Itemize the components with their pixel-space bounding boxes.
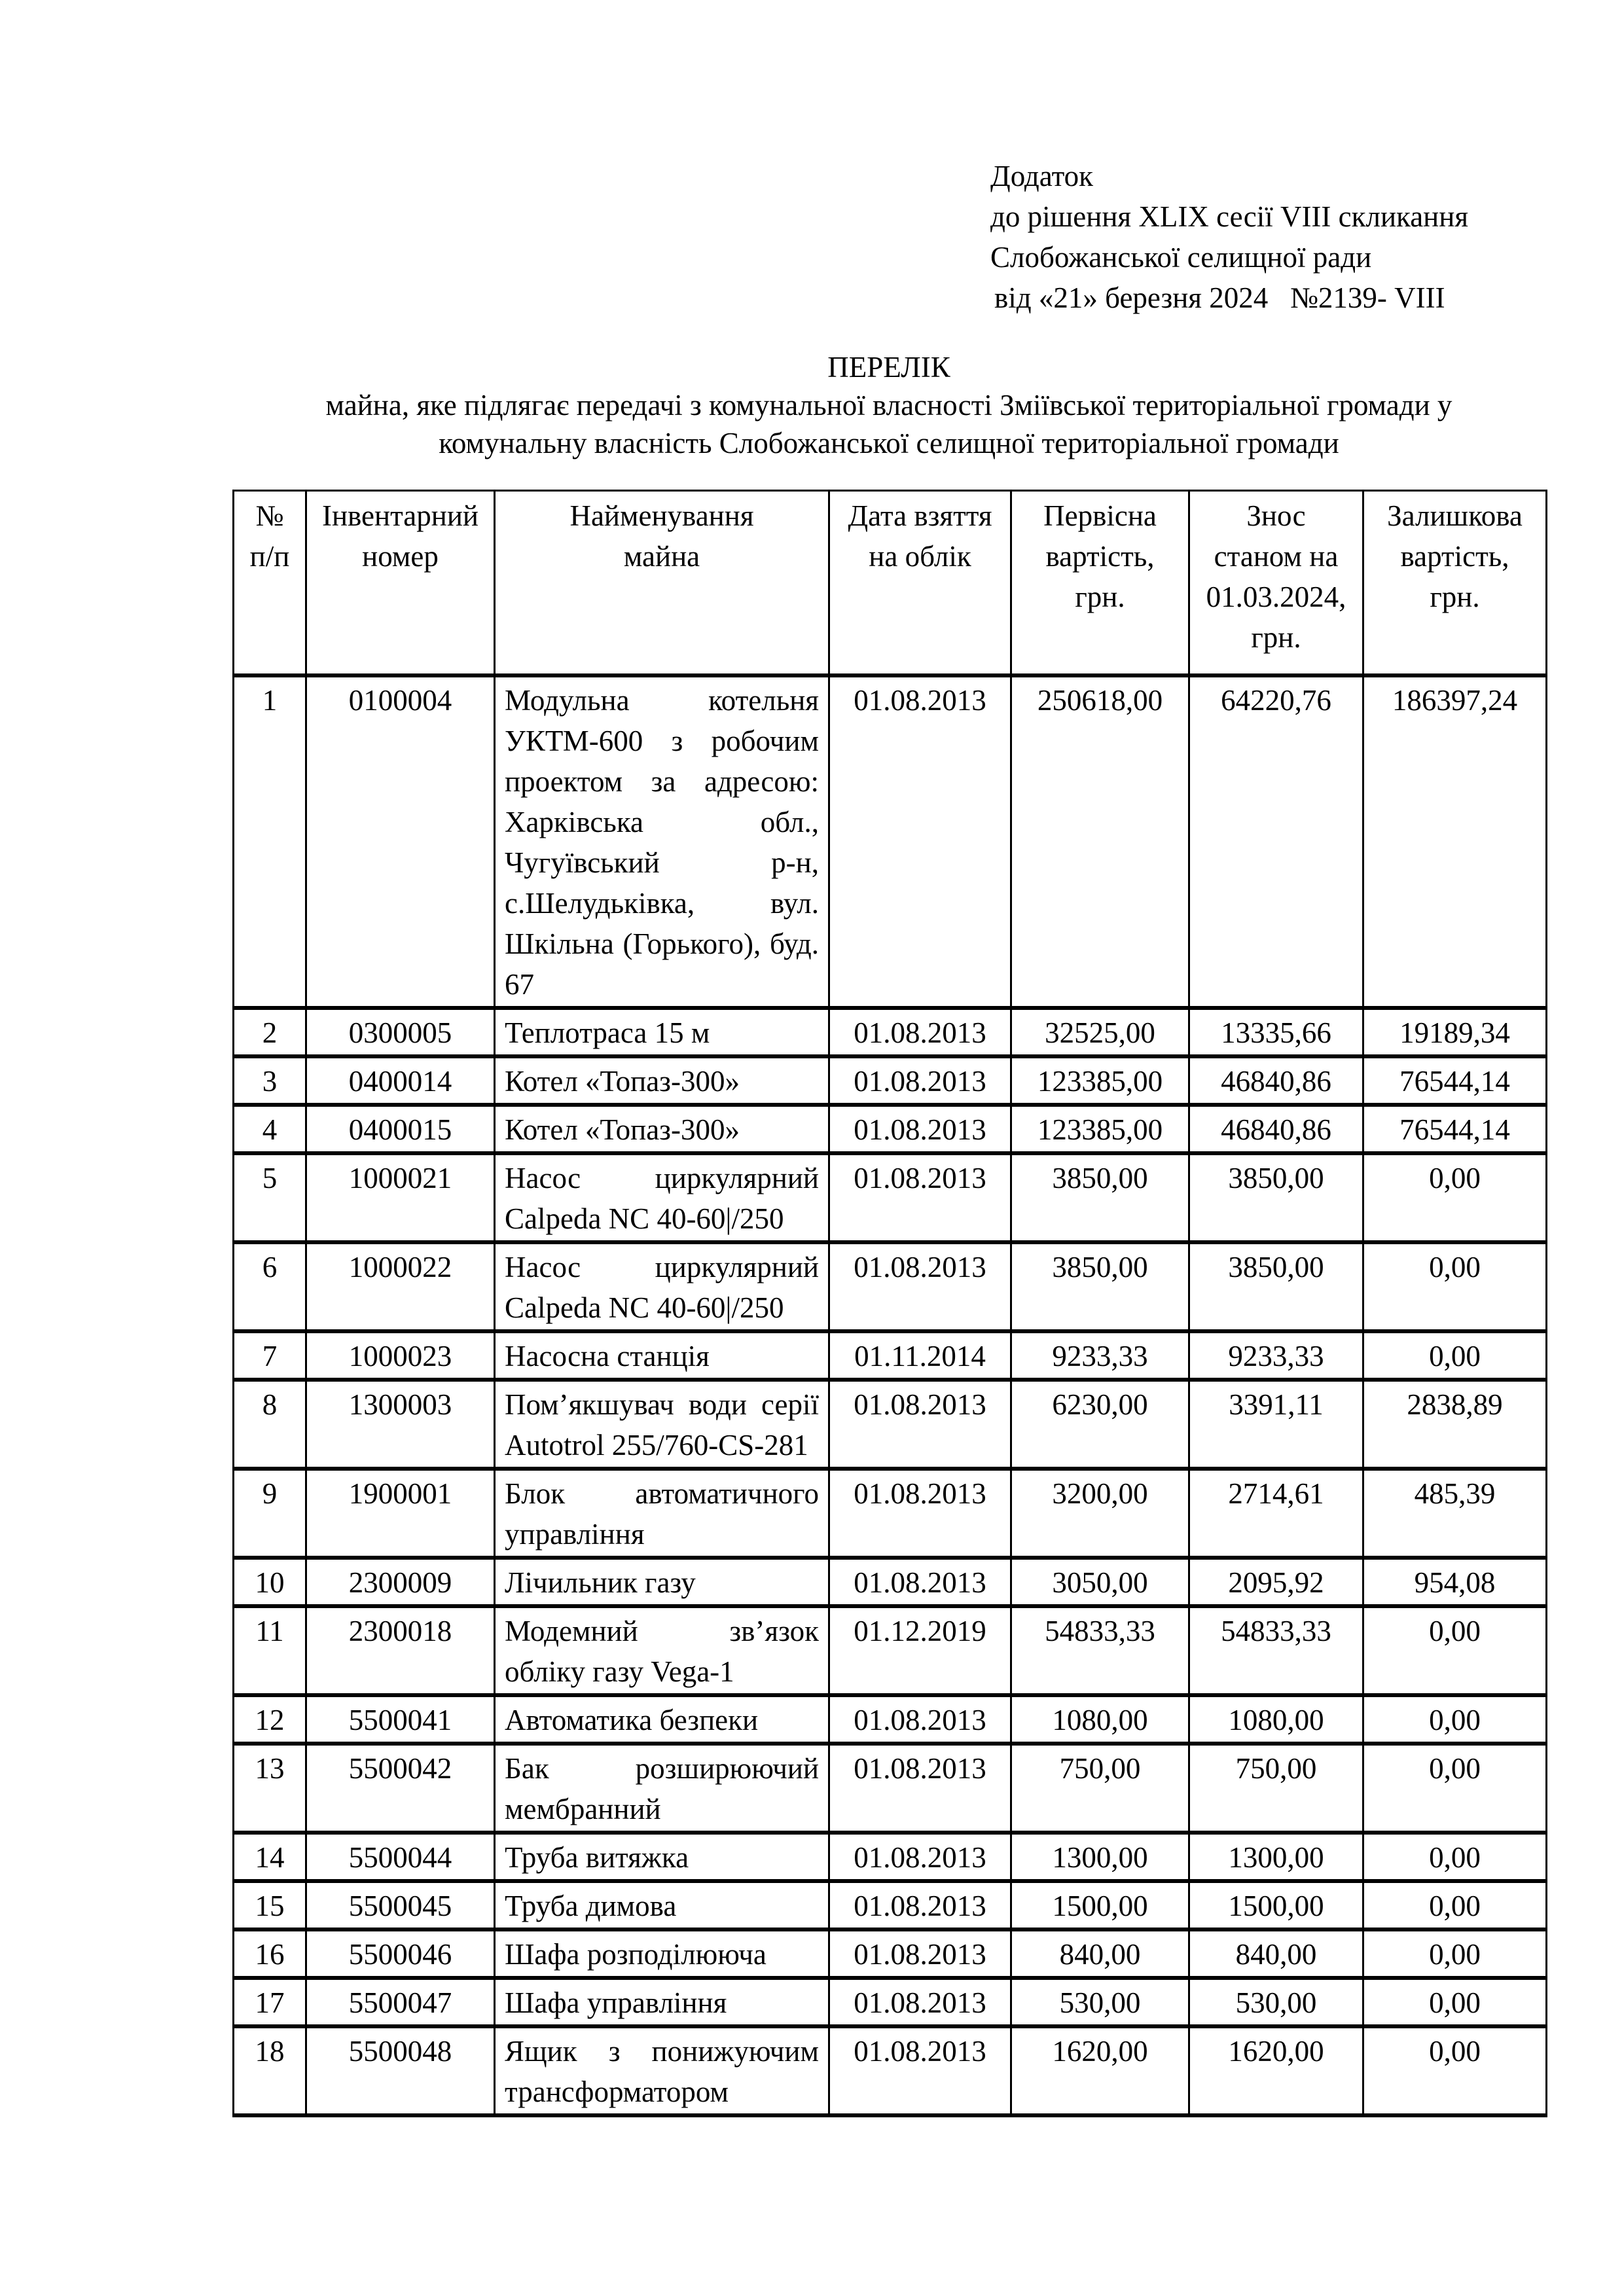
cell-number: 18 bbox=[234, 2026, 306, 2115]
cell-wear: 3391,11 bbox=[1189, 1380, 1363, 1469]
cell-initial-value: 750,00 bbox=[1011, 1744, 1189, 1833]
title-main: ПЕРЕЛІК bbox=[827, 351, 950, 384]
cell-property-name: Насос циркулярний Calpeda NC 40-60|/250 bbox=[495, 1242, 829, 1331]
cell-residual-value: 0,00 bbox=[1363, 1606, 1547, 1695]
col-header-wear: Знос станом на 01.03.2024, грн. bbox=[1189, 491, 1363, 676]
cell-property-name: Труба димова bbox=[495, 1881, 829, 1929]
cell-inventory-number: 5500044 bbox=[306, 1833, 495, 1881]
cell-date: 01.08.2013 bbox=[829, 1380, 1011, 1469]
table-row bbox=[234, 2026, 1547, 2115]
cell-initial-value: 1620,00 bbox=[1011, 2026, 1189, 2115]
cell-initial-value: 1080,00 bbox=[1011, 1695, 1189, 1744]
cell-number: 2 bbox=[234, 1008, 306, 1056]
cell-wear: 530,00 bbox=[1189, 1978, 1363, 2026]
cell-number: 1 bbox=[234, 675, 306, 1008]
cell-number: 9 bbox=[234, 1469, 306, 1558]
cell-residual-value: 0,00 bbox=[1363, 1929, 1547, 1978]
cell-property-name: Ящик з понижуючим трансформатором bbox=[495, 2026, 829, 2115]
cell-wear: 3850,00 bbox=[1189, 1242, 1363, 1331]
appendix-header bbox=[990, 156, 1468, 318]
cell-property-name: Шафа розподілююча bbox=[495, 1929, 829, 1978]
cell-inventory-number: 0300005 bbox=[306, 1008, 495, 1056]
cell-property-name: Теплотраса 15 м bbox=[495, 1008, 829, 1056]
cell-date: 01.08.2013 bbox=[829, 1929, 1011, 1978]
cell-wear: 840,00 bbox=[1189, 1929, 1363, 1978]
cell-wear: 1620,00 bbox=[1189, 2026, 1363, 2115]
cell-inventory-number: 5500046 bbox=[306, 1929, 495, 1978]
table-row bbox=[234, 1056, 1547, 1105]
table-row bbox=[234, 1833, 1547, 1881]
cell-wear: 1500,00 bbox=[1189, 1881, 1363, 1929]
cell-date: 01.08.2013 bbox=[829, 1105, 1011, 1153]
property-table bbox=[232, 490, 1547, 2117]
table-row bbox=[234, 1153, 1547, 1242]
cell-residual-value: 485,39 bbox=[1363, 1469, 1547, 1558]
cell-number: 7 bbox=[234, 1331, 306, 1380]
cell-date: 01.08.2013 bbox=[829, 1744, 1011, 1833]
cell-inventory-number: 2300009 bbox=[306, 1558, 495, 1606]
cell-number: 11 bbox=[234, 1606, 306, 1695]
cell-residual-value: 0,00 bbox=[1363, 1833, 1547, 1881]
cell-property-name: Котел «Топаз-300» bbox=[495, 1105, 829, 1153]
cell-property-name: Блок автоматичного управління bbox=[495, 1469, 829, 1558]
cell-date: 01.08.2013 bbox=[829, 1558, 1011, 1606]
cell-initial-value: 3200,00 bbox=[1011, 1469, 1189, 1558]
cell-inventory-number: 2300018 bbox=[306, 1606, 495, 1695]
table-row bbox=[234, 1469, 1547, 1558]
table-row bbox=[234, 1744, 1547, 1833]
cell-inventory-number: 1300003 bbox=[306, 1380, 495, 1469]
cell-property-name: Модульна котельня УКТМ-600 з робочим проектом за адресою: Харківська обл., Чугуївський р-н, с.Шелудьківка, вул. Шкільна (Горького), буд. 67 bbox=[495, 675, 829, 1008]
cell-date: 01.12.2019 bbox=[829, 1606, 1011, 1695]
cell-property-name: Насос циркулярний Calpeda NC 40-60|/250 bbox=[495, 1153, 829, 1242]
table-row bbox=[234, 1331, 1547, 1380]
table-row bbox=[234, 1929, 1547, 1978]
cell-residual-value: 2838,89 bbox=[1363, 1380, 1547, 1469]
cell-inventory-number: 5500045 bbox=[306, 1881, 495, 1929]
title-sub-line-1: майна, яке підлягає передачі з комунальної власності Зміївської територіальної громади у bbox=[325, 389, 1453, 422]
cell-number: 3 bbox=[234, 1056, 306, 1105]
cell-wear: 46840,86 bbox=[1189, 1056, 1363, 1105]
cell-residual-value: 76544,14 bbox=[1363, 1056, 1547, 1105]
table-row bbox=[234, 1881, 1547, 1929]
cell-residual-value: 0,00 bbox=[1363, 1695, 1547, 1744]
cell-inventory-number: 0400015 bbox=[306, 1105, 495, 1153]
table-row bbox=[234, 1380, 1547, 1469]
cell-wear: 3850,00 bbox=[1189, 1153, 1363, 1242]
cell-date: 01.08.2013 bbox=[829, 1008, 1011, 1056]
col-header-name: Найменування майна bbox=[495, 491, 829, 676]
cell-wear: 750,00 bbox=[1189, 1744, 1363, 1833]
cell-number: 4 bbox=[234, 1105, 306, 1153]
cell-date: 01.08.2013 bbox=[829, 1056, 1011, 1105]
cell-property-name: Шафа управління bbox=[495, 1978, 829, 2026]
document-title bbox=[232, 348, 1545, 462]
cell-residual-value: 76544,14 bbox=[1363, 1105, 1547, 1153]
cell-residual-value: 0,00 bbox=[1363, 1881, 1547, 1929]
cell-number: 13 bbox=[234, 1744, 306, 1833]
cell-number: 17 bbox=[234, 1978, 306, 2026]
cell-residual-value: 186397,24 bbox=[1363, 675, 1547, 1008]
table-row bbox=[234, 1008, 1547, 1056]
cell-property-name: Котел «Топаз-300» bbox=[495, 1056, 829, 1105]
cell-residual-value: 19189,34 bbox=[1363, 1008, 1547, 1056]
cell-date: 01.08.2013 bbox=[829, 1695, 1011, 1744]
cell-initial-value: 9233,33 bbox=[1011, 1331, 1189, 1380]
cell-number: 8 bbox=[234, 1380, 306, 1469]
cell-initial-value: 32525,00 bbox=[1011, 1008, 1189, 1056]
cell-date: 01.08.2013 bbox=[829, 1833, 1011, 1881]
cell-property-name: Модемний зв’язок обліку газу Vega-1 bbox=[495, 1606, 829, 1695]
cell-inventory-number: 1000023 bbox=[306, 1331, 495, 1380]
cell-residual-value: 0,00 bbox=[1363, 1978, 1547, 2026]
cell-number: 15 bbox=[234, 1881, 306, 1929]
table-row bbox=[234, 1242, 1547, 1331]
cell-residual-value: 954,08 bbox=[1363, 1558, 1547, 1606]
cell-wear: 1300,00 bbox=[1189, 1833, 1363, 1881]
cell-wear: 13335,66 bbox=[1189, 1008, 1363, 1056]
cell-date: 01.08.2013 bbox=[829, 1153, 1011, 1242]
cell-wear: 1080,00 bbox=[1189, 1695, 1363, 1744]
cell-inventory-number: 5500042 bbox=[306, 1744, 495, 1833]
cell-property-name: Бак розширюючий мембранний bbox=[495, 1744, 829, 1833]
cell-residual-value: 0,00 bbox=[1363, 1242, 1547, 1331]
title-sub-line-2: комунальну власність Слобожанської селищної територіальної громади bbox=[439, 427, 1339, 459]
cell-number: 6 bbox=[234, 1242, 306, 1331]
cell-date: 01.08.2013 bbox=[829, 675, 1011, 1008]
cell-inventory-number: 5500048 bbox=[306, 2026, 495, 2115]
cell-initial-value: 123385,00 bbox=[1011, 1056, 1189, 1105]
table-row bbox=[234, 1105, 1547, 1153]
cell-inventory-number: 5500041 bbox=[306, 1695, 495, 1744]
cell-property-name: Автоматика безпеки bbox=[495, 1695, 829, 1744]
cell-inventory-number: 1000022 bbox=[306, 1242, 495, 1331]
cell-initial-value: 3850,00 bbox=[1011, 1153, 1189, 1242]
cell-inventory-number: 0100004 bbox=[306, 675, 495, 1008]
cell-property-name: Лічильник газу bbox=[495, 1558, 829, 1606]
cell-residual-value: 0,00 bbox=[1363, 1744, 1547, 1833]
cell-initial-value: 530,00 bbox=[1011, 1978, 1189, 2026]
cell-wear: 46840,86 bbox=[1189, 1105, 1363, 1153]
cell-residual-value: 0,00 bbox=[1363, 2026, 1547, 2115]
cell-wear: 54833,33 bbox=[1189, 1606, 1363, 1695]
table-row bbox=[234, 1978, 1547, 2026]
cell-inventory-number: 1900001 bbox=[306, 1469, 495, 1558]
cell-initial-value: 3850,00 bbox=[1011, 1242, 1189, 1331]
cell-wear: 64220,76 bbox=[1189, 675, 1363, 1008]
cell-date: 01.08.2013 bbox=[829, 1881, 1011, 1929]
council-name: Слобожанської селищної ради bbox=[990, 241, 1372, 274]
cell-initial-value: 1500,00 bbox=[1011, 1881, 1189, 1929]
decision-reference: до рішення XLIX сесії VIII скликання bbox=[990, 200, 1469, 233]
table-row bbox=[234, 1558, 1547, 1606]
cell-number: 12 bbox=[234, 1695, 306, 1744]
cell-number: 14 bbox=[234, 1833, 306, 1881]
decision-date-number: від «21» березня 2024 №2139- VIII bbox=[994, 281, 1445, 314]
col-header-number: № п/п bbox=[234, 491, 306, 676]
cell-initial-value: 840,00 bbox=[1011, 1929, 1189, 1978]
table-header-row bbox=[234, 491, 1547, 676]
cell-property-name: Пом’якшувач води серії Autotrol 255/760-CS-281 bbox=[495, 1380, 829, 1469]
col-header-date: Дата взяття на облік bbox=[829, 491, 1011, 676]
cell-residual-value: 0,00 bbox=[1363, 1331, 1547, 1380]
cell-date: 01.11.2014 bbox=[829, 1331, 1011, 1380]
cell-date: 01.08.2013 bbox=[829, 1469, 1011, 1558]
col-header-residual-value: Залишкова вартість, грн. bbox=[1363, 491, 1547, 676]
cell-number: 5 bbox=[234, 1153, 306, 1242]
table-row bbox=[234, 675, 1547, 1008]
cell-inventory-number: 0400014 bbox=[306, 1056, 495, 1105]
cell-date: 01.08.2013 bbox=[829, 1978, 1011, 2026]
cell-initial-value: 54833,33 bbox=[1011, 1606, 1189, 1695]
table-row bbox=[234, 1695, 1547, 1744]
cell-property-name: Труба витяжка bbox=[495, 1833, 829, 1881]
cell-number: 16 bbox=[234, 1929, 306, 1978]
cell-number: 10 bbox=[234, 1558, 306, 1606]
cell-date: 01.08.2013 bbox=[829, 2026, 1011, 2115]
col-header-initial-value: Первісна вартість, грн. bbox=[1011, 491, 1189, 676]
cell-residual-value: 0,00 bbox=[1363, 1153, 1547, 1242]
table-row bbox=[234, 1606, 1547, 1695]
appendix-label: Додаток bbox=[990, 160, 1094, 192]
cell-initial-value: 3050,00 bbox=[1011, 1558, 1189, 1606]
cell-initial-value: 123385,00 bbox=[1011, 1105, 1189, 1153]
cell-date: 01.08.2013 bbox=[829, 1242, 1011, 1331]
cell-inventory-number: 1000021 bbox=[306, 1153, 495, 1242]
cell-wear: 9233,33 bbox=[1189, 1331, 1363, 1380]
cell-initial-value: 250618,00 bbox=[1011, 675, 1189, 1008]
cell-initial-value: 6230,00 bbox=[1011, 1380, 1189, 1469]
cell-wear: 2095,92 bbox=[1189, 1558, 1363, 1606]
cell-wear: 2714,61 bbox=[1189, 1469, 1363, 1558]
cell-inventory-number: 5500047 bbox=[306, 1978, 495, 2026]
col-header-inventory: Інвентарний номер bbox=[306, 491, 495, 676]
cell-initial-value: 1300,00 bbox=[1011, 1833, 1189, 1881]
cell-property-name: Насосна станція bbox=[495, 1331, 829, 1380]
